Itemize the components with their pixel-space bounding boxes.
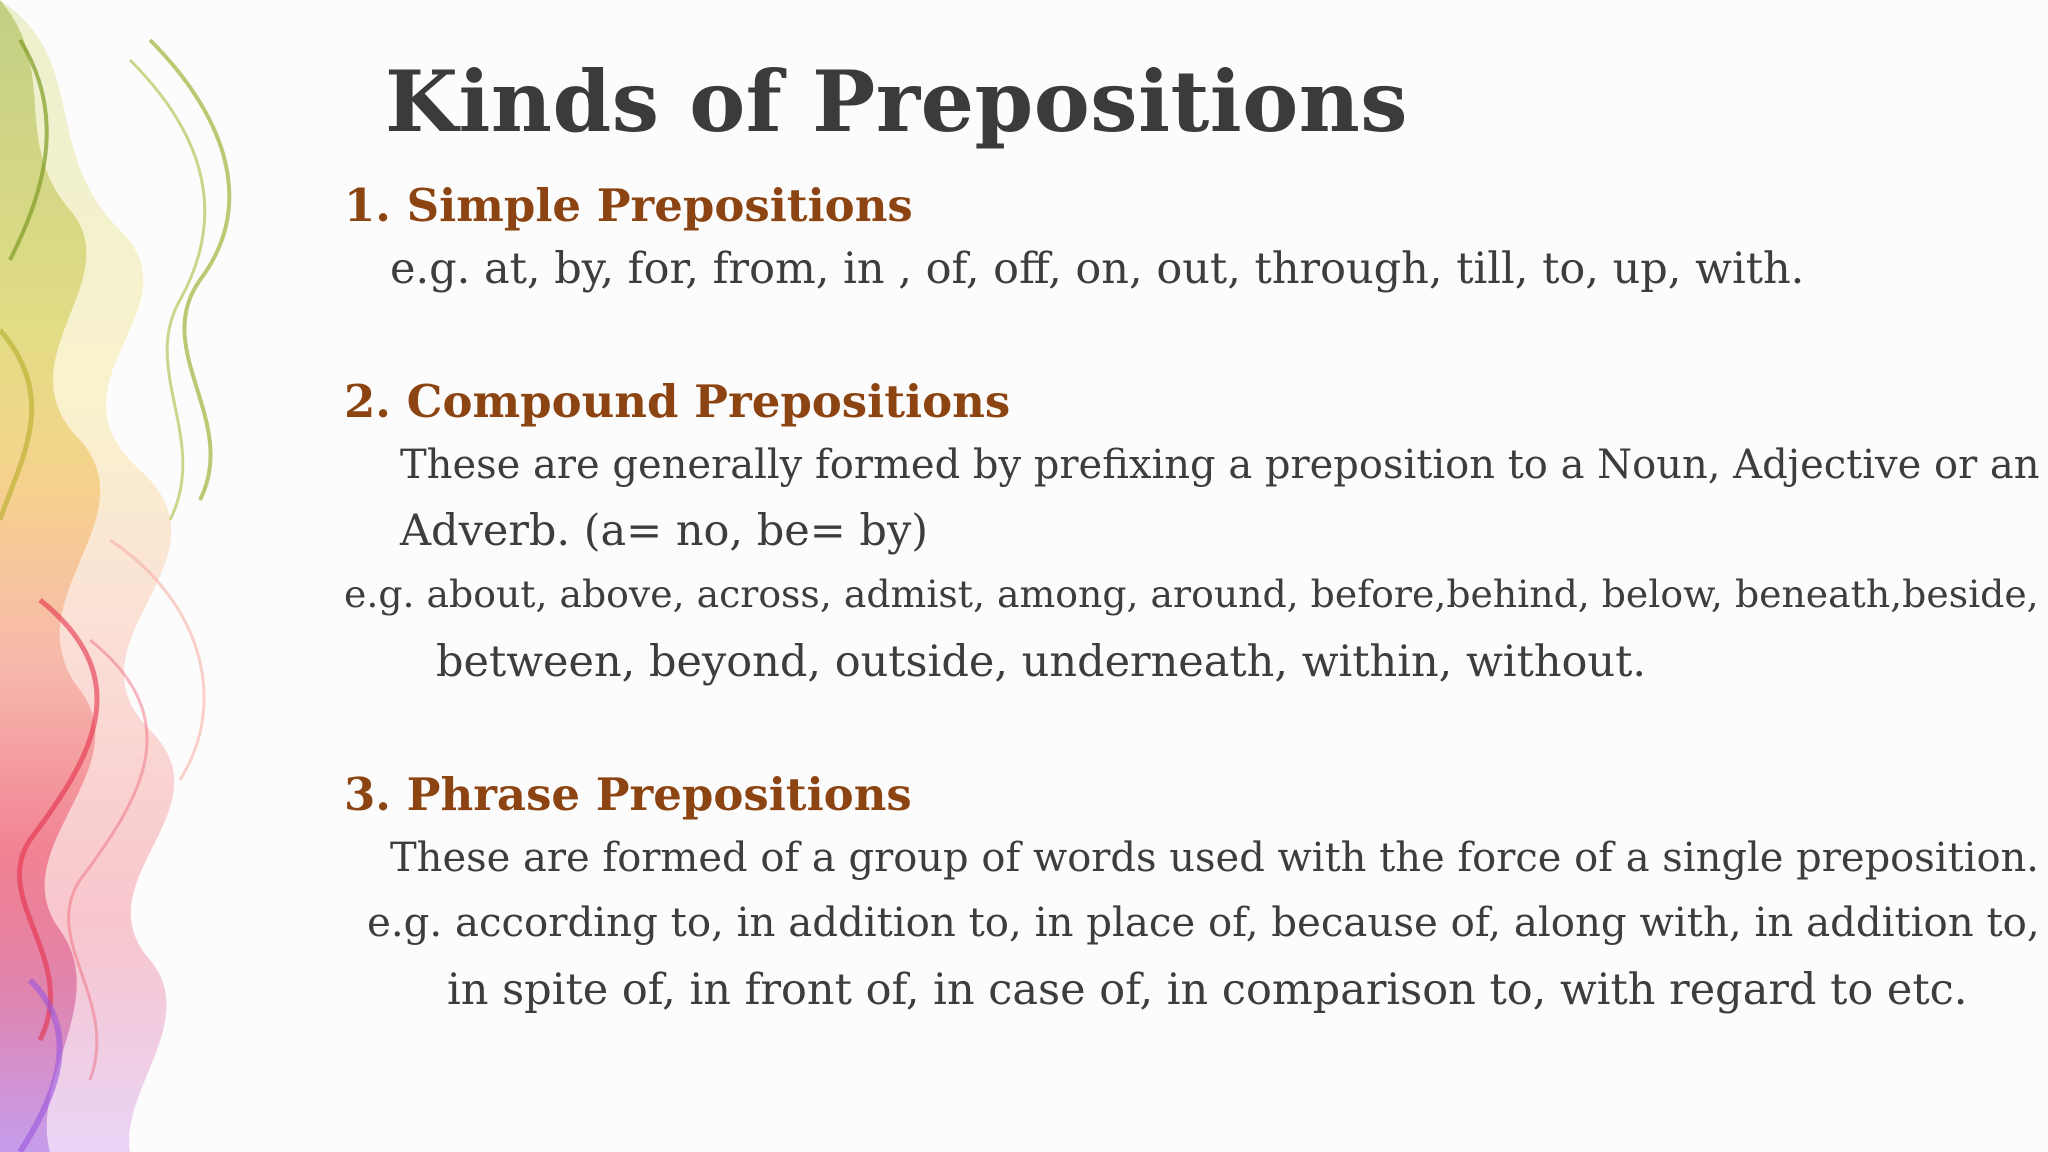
section-2-heading [344, 375, 1011, 428]
section-1-line-1: e.g. at, by, for, from, in , of, off, on, out, through, till, to, up, with. [390, 244, 1805, 294]
section-2-line-2: Adverb. (a= no, be= by) [400, 506, 929, 556]
section-3-title: Phrase Prepositions [406, 768, 912, 821]
section-3-heading [344, 768, 912, 821]
section-3-line-2: e.g. according to, in addition to, in place of, because of, along with, in addition to, [367, 900, 2040, 946]
section-3-line-3: in spite of, in front of, in case of, in comparison to, with regard to etc. [447, 965, 1968, 1015]
section-1-number: 1. [344, 179, 391, 232]
section-1-heading [344, 179, 913, 232]
slide-title: Kinds of Prepositions [385, 52, 1409, 151]
section-2-line-3: e.g. about, above, across, admist, among, around, before,behind, below, beneath,beside, [344, 572, 2039, 616]
section-3-number: 3. [344, 768, 391, 821]
section-3-line-1: These are formed of a group of words used with the force of a single preposition. [390, 835, 2040, 881]
section-1-title: Simple Prepositions [406, 179, 913, 232]
section-2-number: 2. [344, 375, 391, 428]
section-2-line-1: These are generally formed by prefixing a preposition to a Noun, Adjective or an [400, 442, 2040, 488]
section-2-line-4: between, beyond, outside, underneath, within, without. [436, 637, 1647, 687]
smoke-decoration-image [0, 0, 330, 1152]
section-2-title: Compound Prepositions [406, 375, 1011, 428]
